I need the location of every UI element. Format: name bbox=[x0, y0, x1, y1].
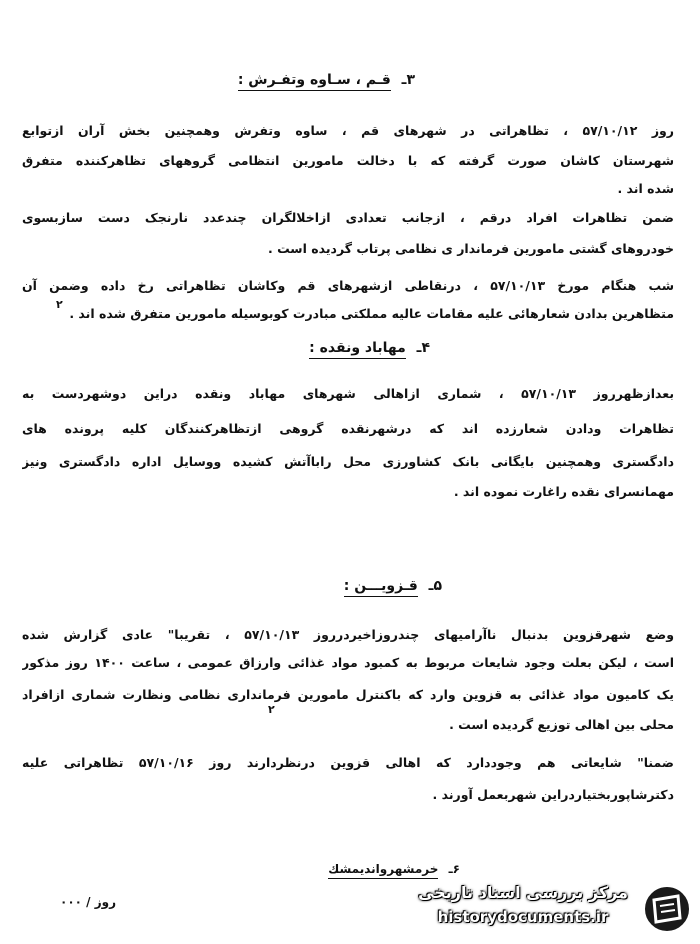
paragraph-line: مهمانسرای نقده راغارت نموده اند . bbox=[453, 484, 674, 499]
paragraph-line: دکترشاپوربختیاردراین شهربعمل آورند . bbox=[432, 787, 674, 802]
section-title: قـزویـــن : bbox=[344, 578, 418, 597]
watermark bbox=[410, 880, 692, 938]
section-number: ۴ـ bbox=[416, 340, 430, 356]
paragraph-line: بعدازظهرروز ۵۷/۱۰/۱۳ ، شماری ازاهالی شهرهای مهاباد ونقده دراین دوشهردست به bbox=[22, 386, 674, 401]
paragraph-line: است ، لیکن بعلت وجود شایعات مربوط به کمبود مواد غذائی وارزاق عمومی ، ساعت ۱۴۰۰ روز مذکور bbox=[22, 655, 674, 670]
paragraph-line: وضع شهرقزوین بدنبال ناآرامیهای چندروزاخیردرروز ۵۷/۱۰/۱۳ ، تقریبا" عادی گزارش شده bbox=[22, 627, 674, 642]
section-heading-mahabad bbox=[309, 340, 430, 356]
paragraph-line: شب هنگام مورخ ۵۷/۱۰/۱۳ ، درنقاطی ازشهرهای قم وکاشان تظاهراتی رخ داده وضمن آن bbox=[22, 278, 674, 293]
section-title: خرمشهروانديمشك bbox=[328, 862, 438, 879]
paragraph-line: دادگستری وهمچنین بایگانی بانک کشاورزی محل راباآتش کشیده ووسایل اداره دادگستری ونیز bbox=[22, 454, 674, 469]
footer-date: روز / ۰۰۰ bbox=[60, 895, 116, 909]
watermark-persian: مرکز بررسی اسناد تاریخی bbox=[418, 883, 628, 902]
section-number: ۵ـ bbox=[428, 578, 442, 594]
paragraph-line: ضمنا" شایعاتی هم وجوددارد که اهالی قزوین درنظردارند روز ۵۷/۱۰/۱۶ تظاهراتی علیه bbox=[22, 755, 674, 770]
section-number: ۶ـ bbox=[448, 862, 460, 876]
paragraph-line: تظاهرات ودادن شعارزده اند که درشهرنقده گروهی ازتظاهرکنندگان کلیه پرونده های bbox=[22, 421, 674, 436]
section-title: قـم ، سـاوه وتفـرش : bbox=[238, 72, 391, 91]
section-heading-khorramshahr bbox=[328, 862, 460, 876]
paragraph-line: شده اند . bbox=[617, 181, 674, 196]
handwritten-mark: ۲ bbox=[268, 703, 275, 716]
section-heading-qazvin bbox=[344, 578, 442, 594]
section-heading-qom bbox=[238, 72, 415, 88]
section-title: مهاباد ونقده : bbox=[309, 340, 406, 359]
paragraph-line: خودروهای گشتی مامورین فرماندار ی نظامی پرتاب گردیده است . bbox=[267, 241, 674, 256]
paragraph-line: یک کامیون مواد غذائی به قزوین وارد که باکنترل مامورین فرمانداری نظامی ونظارت شماری ازافراد bbox=[22, 687, 674, 702]
paragraph-line: متظاهرین بدادن شعارهائی علیه مقامات عالیه مملکتی مبادرت کوبوسیله مامورین متفرق شده اند . bbox=[69, 306, 674, 321]
watermark-english: historydocuments.ir bbox=[437, 908, 609, 926]
handwritten-mark: ۲ bbox=[56, 298, 63, 311]
section-number: ۳ـ bbox=[401, 72, 415, 88]
paragraph-line: شهرستان کاشان صورت گرفته که با دخالت مامورین انتظامی گروههای تظاهرکننده متفرق bbox=[22, 153, 674, 168]
paragraph-line: روز ۵۷/۱۰/۱۲ ، تظاهراتی در شهرهای قم ، ساوه وتفرش وهمچنین بخش آران ازتوابع bbox=[22, 123, 674, 138]
paragraph-line: ضمن تظاهرات افراد درقم ، ازجانب تعدادی ازاخلالگران چندعدد نارنجک دست سازبسوی bbox=[22, 210, 674, 225]
archive-logo-icon bbox=[642, 884, 692, 934]
paragraph-line: محلی بین اهالی توزیع گردیده است . bbox=[449, 717, 674, 732]
